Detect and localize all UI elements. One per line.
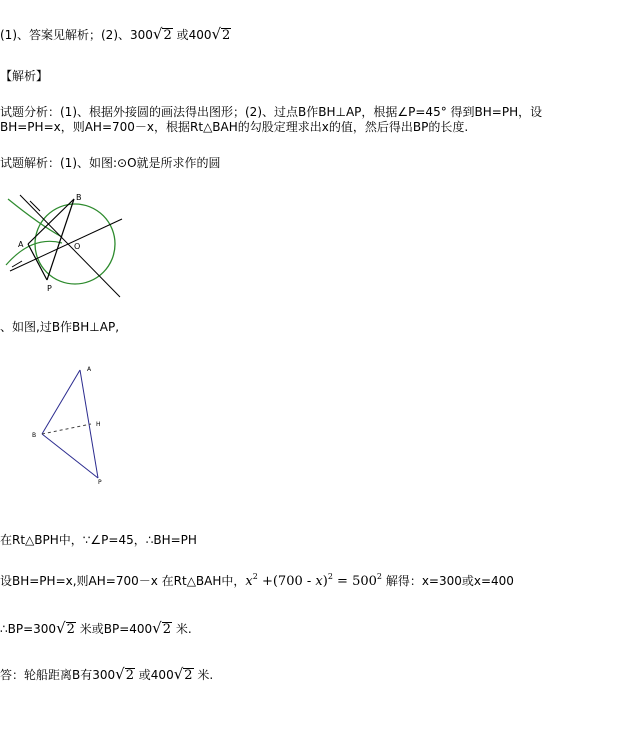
answer-mid: 或400 <box>172 28 212 42</box>
equation-close: ) <box>322 574 328 589</box>
radicand: 2 <box>222 28 231 43</box>
jiexi-heading: 【解析】 <box>0 69 49 83</box>
segment-bp <box>47 199 74 280</box>
rt-bph-line: 在Rt△BPH中，∵∠P=45，∴BH=PH <box>0 533 197 547</box>
var-x: x <box>245 574 253 589</box>
bp-prefix: ∴BP=300 <box>0 622 57 636</box>
equation-equals: = 500 <box>332 574 377 589</box>
final-prefix: 答：轮船距离B有300 <box>0 668 116 682</box>
final-suffix: 米. <box>193 668 214 682</box>
solution-intro: 试题解析：(1)、如图:⊙O就是所求作的圆 <box>0 156 221 170</box>
analysis-line-2: BH=PH=x，则AH=700－x，根据Rt△BAH的勾股定理求出x的值，然后得出BP的长度. <box>0 120 469 134</box>
sqrt-symbol: √2 <box>152 619 171 637</box>
construction-mark <box>30 201 40 211</box>
equation-prefix: 设BH=PH=x,则AH=700－x 在Rt△BAH中， <box>0 574 246 588</box>
label-b: B <box>76 193 82 202</box>
label-p: P <box>98 479 102 486</box>
sqrt-symbol: √2 <box>211 25 231 43</box>
bp-line <box>0 620 192 637</box>
final-answer <box>0 666 213 683</box>
perpendicular-bisector-2 <box>10 219 122 271</box>
exponent: 2 <box>327 572 333 581</box>
exponent: 2 <box>376 572 382 581</box>
label-p: P <box>47 284 52 293</box>
radicand: 2 <box>184 668 193 683</box>
var-x: x <box>315 574 323 589</box>
radicand: 2 <box>66 622 75 637</box>
circumcircle-figure <box>0 185 135 300</box>
sqrt-symbol: √2 <box>56 619 75 637</box>
sqrt-symbol: √2 <box>173 665 193 683</box>
answer-part1: (1)、答案见解析；(2)、300 <box>0 28 153 42</box>
triangle-figure <box>28 362 118 487</box>
equation-suffix: 解得：x=300或x=400 <box>382 574 514 588</box>
label-a: A <box>18 240 24 249</box>
final-mid: 或400 <box>134 668 174 682</box>
bp-suffix: 米. <box>172 622 192 636</box>
segment-bp <box>42 434 98 478</box>
equation-plus-open: +(700 - <box>257 574 316 589</box>
label-b: B <box>32 432 37 439</box>
segment-bh-dashed <box>42 424 91 434</box>
segment-ab <box>42 370 80 434</box>
radicand: 2 <box>163 28 172 43</box>
part2-intro: 、如图,过B作BH⊥AP, <box>0 320 120 334</box>
radicand: 2 <box>162 622 171 637</box>
answer-line <box>0 26 231 43</box>
label-h: H <box>96 421 101 428</box>
analysis-line-1: 试题分析：(1)、根据外接圆的画法得出图形；(2)、过点B作BH⊥AP，根据∠P=45° 得到BH=PH，设 <box>0 105 543 119</box>
bp-mid: 米或BP=400 <box>75 622 153 636</box>
radicand: 2 <box>125 668 134 683</box>
label-a: A <box>87 366 92 373</box>
exponent: 2 <box>252 572 258 581</box>
segment-ap <box>28 244 47 280</box>
equation-line <box>0 573 514 590</box>
sqrt-symbol: √2 <box>115 665 134 683</box>
sqrt-symbol: √2 <box>152 25 172 43</box>
label-o: O <box>74 242 81 251</box>
